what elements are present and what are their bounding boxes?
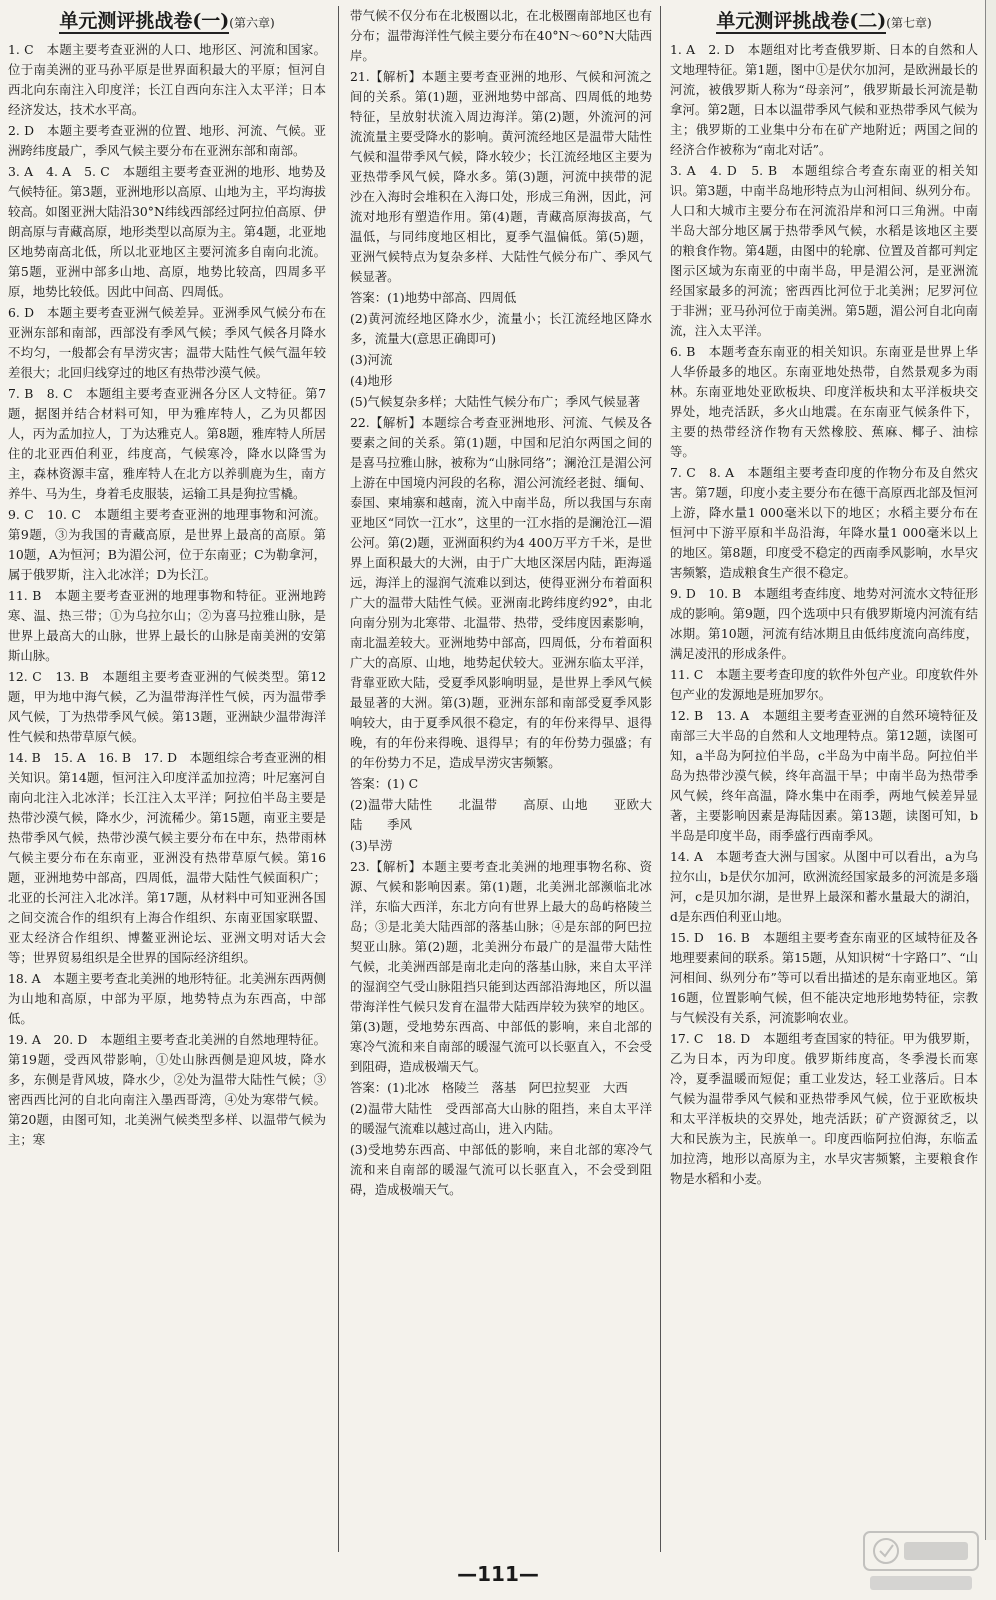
column-middle [346, 6, 656, 1552]
answer-item: 6. D 本题主要考查亚洲气候差异。亚洲季风气候分布在亚洲东部和南部，西部没有季风气候；季风气候各月降水不均匀，一般都会有旱涝灾害；温带大陆性气候气温年较差很大；北回归线穿过的地区有热带沙漠气候。 [8, 305, 326, 380]
answer-item: 1. C 本题主要考查亚洲的人口、地形区、河流和国家。位于南美洲的亚马孙平原是世界面积最大的平原；恒河自西北向东南注入印度洋；长江自西向东注入太平洋；日本经济发达，技术水平高。 [8, 42, 326, 117]
answer-line: (3)河流 [350, 352, 393, 367]
answer-item: 12. C 13. B 本题组主要考查亚洲的气候类型。第12题，甲为地中海气候，乙为温带海洋性气候，丙为温带季风气候，丁为热带季风气候。第13题，亚洲缺少温带海洋性气候和热带草原气候。 [8, 669, 326, 744]
column-left [4, 6, 330, 1552]
answer-line: (2)温带大陆性 受西部高大山脉的阻挡，来自太平洋的暖湿气流难以越过高山，进入内陆。 [350, 1101, 652, 1136]
answer-line: 答案：(1)北冰 格陵兰 落基 阿巴拉契亚 大西 [350, 1080, 628, 1095]
answer-line: (2)黄河流经地区降水少，流量小；长江流经地区降水多，流量大(意思正确即可) [350, 311, 652, 346]
answer-line: (2)温带大陆性 北温带 高原、山地 亚欧大陆 季风 [350, 797, 652, 832]
answer-item: 11. B 本题主要考查亚洲的地理事物和特征。亚洲地跨寒、温、热三带；①为乌拉尔山；②为喜马拉雅山脉，是世界上最高大的山脉，世界上最长的山脉是南美洲的安第斯山脉。 [8, 588, 326, 663]
answer-line: (3)受地势东西高、中部低的影响，来自北部的寒冷气流和来自南部的暖湿气流可以长驱直入，不会受到阻碍，造成极端天气。 [350, 1142, 652, 1197]
answer-line: (4)地形 [350, 373, 393, 388]
answer-item: 21.【解析】本题主要考查亚洲的地形、气候和河流之间的关系。第(1)题，亚洲地势中部高、四周低的地势特征，呈放射状流入周边海洋。第(2)题，外流河的河流流量主要受降水的影响。黄河流经地区是温带大陆性气候和温带季风气候，降水较少；长江流经地区主要为亚热带季风气候，降水多。第(3)题，河流中挟带的泥沙在入海时会堆积在入海口处，形成三角洲，因此，河流对地形有塑造作用。第(4)题，青藏高原海拔高，气温低，与同纬度地区相比，夏季气温偏低。第(5)题，亚洲气候特点为复杂多样、大陆性气候分布广、季风气候显著。 [350, 69, 652, 284]
answer-item: 3. A 4. D 5. B 本题组综合考查东南亚的相关知识。第3题，中南半岛地形特点为山河相间、纵列分布。人口和大城市主要分布在河流沿岸和河口三角洲。中南半岛大部分地区属于热带季风气候，水稻是该地区主要的粮食作物。第4题，由图中的轮廓、位置及首都可判定图示区域为东南亚的中南半岛，甲是湄公河，是亚洲流经国家最多的河流；密西西比河位于北美洲；尼罗河位于非洲；亚马孙河位于南美洲。第5题，湄公河自北向南流，注入太平洋。 [670, 163, 978, 338]
answer-item: 2. D 本题主要考查亚洲的位置、地形、河流、气候。亚洲跨纬度最广，季风气候主要分布在亚洲东部和南部。 [8, 123, 326, 158]
answer-item: 14. B 15. A 16. B 17. D 本题组综合考查亚洲的相关知识。第14题，恒河注入印度洋孟加拉湾；叶尼塞河自南向北注入北冰洋；长江注入太平洋；阿拉伯半岛主要是热带沙漠气候，降水少，河流稀少。第15题，南亚主要是热带季风气候，热带沙漠气候主要分布在中东，热带雨林气候主要分布在东南亚，亚洲没有热带草原气候。第16题，亚洲地势中部高，四周低，温带大陆性气候面积广；北亚的长河注入北冰洋。第17题，从材料中可知亚洲各国之间交流合作的组织有上海合作组织、东南亚国家联盟、亚太经济合作组织、博鳌亚洲论坛、亚洲文明对话大会等；世界贸易组织是全世界的国际经济组织。 [8, 750, 326, 965]
section-title-text: 单元测评挑战卷(二) [716, 10, 887, 32]
column-divider [660, 6, 661, 1552]
section-title-chapter: (第七章) [886, 16, 932, 30]
answer-item: 6. B 本题考查东南亚的相关知识。东南亚是世界上华人华侨最多的地区。东南亚地处热带，自然景观多为雨林。东南亚地处亚欧板块、印度洋板块和太平洋板块交界处，地壳活跃，多火山地震。在东南亚气候条件下，主要的热带经济作物有天然橡胶、蕉麻、椰子、油棕等。 [670, 344, 978, 459]
answer-line: 答案：(1)地势中部高、四周低 [350, 290, 517, 305]
answer-item: 3. A 4. A 5. C 本题组主要考查亚洲的地形、地势及气候特征。第3题，亚洲地形以高原、山地为主，平均海拔较高。如图亚洲大陆沿30°N纬线西部经过阿拉伯高原、伊朗高原与青藏高原，地形类型以高原为主。第4题，北亚地区地势南高北低，所以北亚地区主要河流多自南向北流。第5题，亚洲中部多山地、高原，地势比较高，四周多平原，地势比较低。因此中间高、四周低。 [8, 164, 326, 299]
answer-line: (3)旱涝 [350, 838, 393, 853]
section-title-unit-2 [670, 8, 978, 36]
answer-item: 15. D 16. B 本题组主要考查东南亚的区域特征及各地理要素间的联系。第15题，从知识树“十字路口”、“山河相间、纵列分布”等可以看出描述的是东南亚地区。第16题，位置影响气候，但不能决定地形地势特征，宗教与气候没有关系，河流影响农业。 [670, 930, 978, 1025]
answer-item: 11. C 本题主要考查印度的软件外包产业。印度软件外包产业的发源地是班加罗尔。 [670, 667, 978, 702]
answer-item: 9. D 10. B 本题组考查纬度、地势对河流水文特征形成的影响。第9题，四个选项中只有俄罗斯境内河流有结冰期。第10题，河流有结冰期且由低纬度流向高纬度，满足凌汛的形成条件。 [670, 586, 978, 661]
section-title-text: 单元测评挑战卷(一) [59, 10, 230, 32]
answer-line: (5)气候复杂多样；大陆性气候分布广；季风气候显著 [350, 394, 641, 409]
answer-item: 22.【解析】本题综合考查亚洲地形、河流、气候及各要素之间的关系。第(1)题，中国和尼泊尔两国之间的是喜马拉雅山脉，被称为“山脉同络”；澜沧江是湄公河上游在中国境内河段的名称，湄公河流经老挝、缅甸、泰国、柬埔寨和越南，流入中南半岛，所以我国与东南亚地区“同饮一江水”，这里的一江水指的是澜沧江—湄公河。第(2)题，亚洲面积约为4 400万平方千米，是世界上面积最大的大洲，由于广大地区深居内陆，距海遥远，海洋上的湿润气流难以到达，使得亚洲分布着面积广大的温带大陆性气候。亚洲南北跨纬度约92°，由北向南分别为北寒带、北温带、热带，受纬度因素影响，南北温差较大。亚洲地势中部高，四周低，分布着面积广大的高原、山地，地势起伏较大。亚洲东临太平洋，背靠亚欧大陆，受夏季风影响明显，是世界上季风气候最显著的大洲。第(3)题，亚洲东部和南部受夏季风影响较大，由于夏季风很不稳定，有的年份来得早、退得晚，有的年份来得晚、退得早；有的年份势力强盛；有的年份势力不足，造成旱涝灾害频繁。 [350, 415, 652, 770]
answer-item: 14. A 本题考查大洲与国家。从图中可以看出，a为乌拉尔山，b是伏尔加河，欧洲流经国家最多的河流是多瑙河，c是贝加尔湖，是世界上最深和蓄水量最大的湖泊，d是东西伯利亚山地。 [670, 849, 978, 924]
watermark-logo [862, 1528, 980, 1594]
answer-item: 18. A 本题主要考查北美洲的地形特征。北美洲东西两侧为山地和高原，中部为平原，地势特点为东西高，中部低。 [8, 971, 326, 1026]
answer-item: 19. A 20. D 本题组主要考查北美洲的自然地理特征。第19题，受西风带影响，①处山脉西侧是迎风坡，降水多，东侧是背风坡，降水少，②处为温带大陆性气候；③密西西比河的自北向南注入墨西哥湾，④处为寒带气候。第20题，由图可知，北美洲气候类型多样、以温带气候为主；寒 [8, 1032, 326, 1147]
section-title-chapter: (第六章) [229, 16, 275, 30]
answer-item: 1. A 2. D 本题组对比考查俄罗斯、日本的自然和人文地理特征。第1题，图中①是伏尔加河，是欧洲最长的河流，被俄罗斯人称为“母亲河”，俄罗斯最长河流是勒拿河。第2题，日本以温带季风气候和亚热带季风气候为主；俄罗斯的工业集中分布在矿产地附近；两国之间的经济合作被称为“南北对话”。 [670, 42, 978, 157]
answer-item: 23.【解析】本题主要考查北美洲的地理事物名称、资源、气候和影响因素。第(1)题，北美洲北部濒临北冰洋，东临大西洋，东北方向有世界上最大的岛屿格陵兰岛；③是北美大陆西部的落基山脉；④是东部的阿巴拉契亚山脉。第(2)题，北美洲分布最广的是温带大陆性气候，北美洲西部是南北走向的落基山脉，来自太平洋的湿润空气受山脉阻挡只能到达西部沿海地区，所以温带海洋性气候只发育在温带大陆西岸较为狭窄的地区。第(3)题，受地势东西高、中部低的影响，来自北部的寒冷气流和来自南部的暖湿气流可以长驱直入，不会受到阻碍，造成极端天气。 [350, 859, 652, 1074]
page-edge-strip [985, 0, 996, 1540]
column-divider [338, 6, 339, 1552]
answer-line: 答案：(1) C [350, 776, 419, 791]
answer-item: 12. B 13. A 本题组主要考查亚洲的自然环境特征及南部三大半岛的自然和人文地理特点。第12题，读图可知，a半岛为阿拉伯半岛，c半岛为中南半岛。阿拉伯半岛为热带沙漠气候，终年高温干旱；中南半岛为热带季风气候，终年高温，降水集中在雨季，两地气候差异显著，主要影响因素是海陆因素。第13题，读图可知，b半岛是印度半岛，雨季盛行西南季风。 [670, 708, 978, 843]
answer-list-unit-2 [670, 40, 978, 1189]
answer-item: 带气候不仅分布在北极圈以北，在北极圈南部地区也有分布；温带海洋性气候主要分布在40°N～60°N大陆西岸。 [350, 8, 652, 63]
answer-item: 17. C 18. D 本题组考查国家的特征。甲为俄罗斯，乙为日本，丙为印度。俄罗斯纬度高，冬季漫长而寒冷，夏季温暖而短促；重工业发达，轻工业落后。日本气候为温带季风气候和亚热带季风气候，位于亚欧板块和太平洋板块的交界处，地壳活跃；矿产资源贫乏，以大和民族为主，民族单一。印度西临阿拉伯海，东临孟加拉湾，地形以高原为主，水旱灾害频繁，主要粮食作物是水稻和小麦。 [670, 1031, 978, 1186]
column-right [666, 6, 982, 1552]
answer-item: 7. C 8. A 本题组主要考查印度的作物分布及自然灾害。第7题，印度小麦主要分布在德干高原西北部及恒河上游，降水量1 000毫米以下的地区；水稻主要分布在恒河中下游平原和半岛沿海，年降水量1 000毫米以上的地区。第8题，印度受不稳定的西南季风影响，水旱灾害频繁，造成粮食生产很不稳定。 [670, 465, 978, 580]
answer-item: 9. C 10. C 本题组主要考查亚洲的地理事物和河流。第9题，③为我国的青藏高原，是世界上最高的高原。第10题，A为恒河；B为湄公河，位于东南亚；C为勒拿河，属于俄罗斯，注入北冰洋；D为长江。 [8, 507, 326, 582]
answer-list-unit-1 [8, 40, 326, 1150]
page-number: —111— [457, 1562, 539, 1586]
answer-item: 7. B 8. C 本题组主要考查亚洲各分区人文特征。第7题，据图并结合材料可知，甲为雅库特人，乙为贝都因人，丙为孟加拉人，丁为达雅克人。第8题，雅库特人所居住的北亚西伯利亚，纬度高，气候寒冷，降水以降雪为主，森林资源丰富，雅库特人在北方以养驯鹿为生，南方养牛、马为生，身着毛皮服装，运输工具是狗拉雪橇。 [8, 386, 326, 501]
section-title-unit-1 [8, 8, 326, 36]
